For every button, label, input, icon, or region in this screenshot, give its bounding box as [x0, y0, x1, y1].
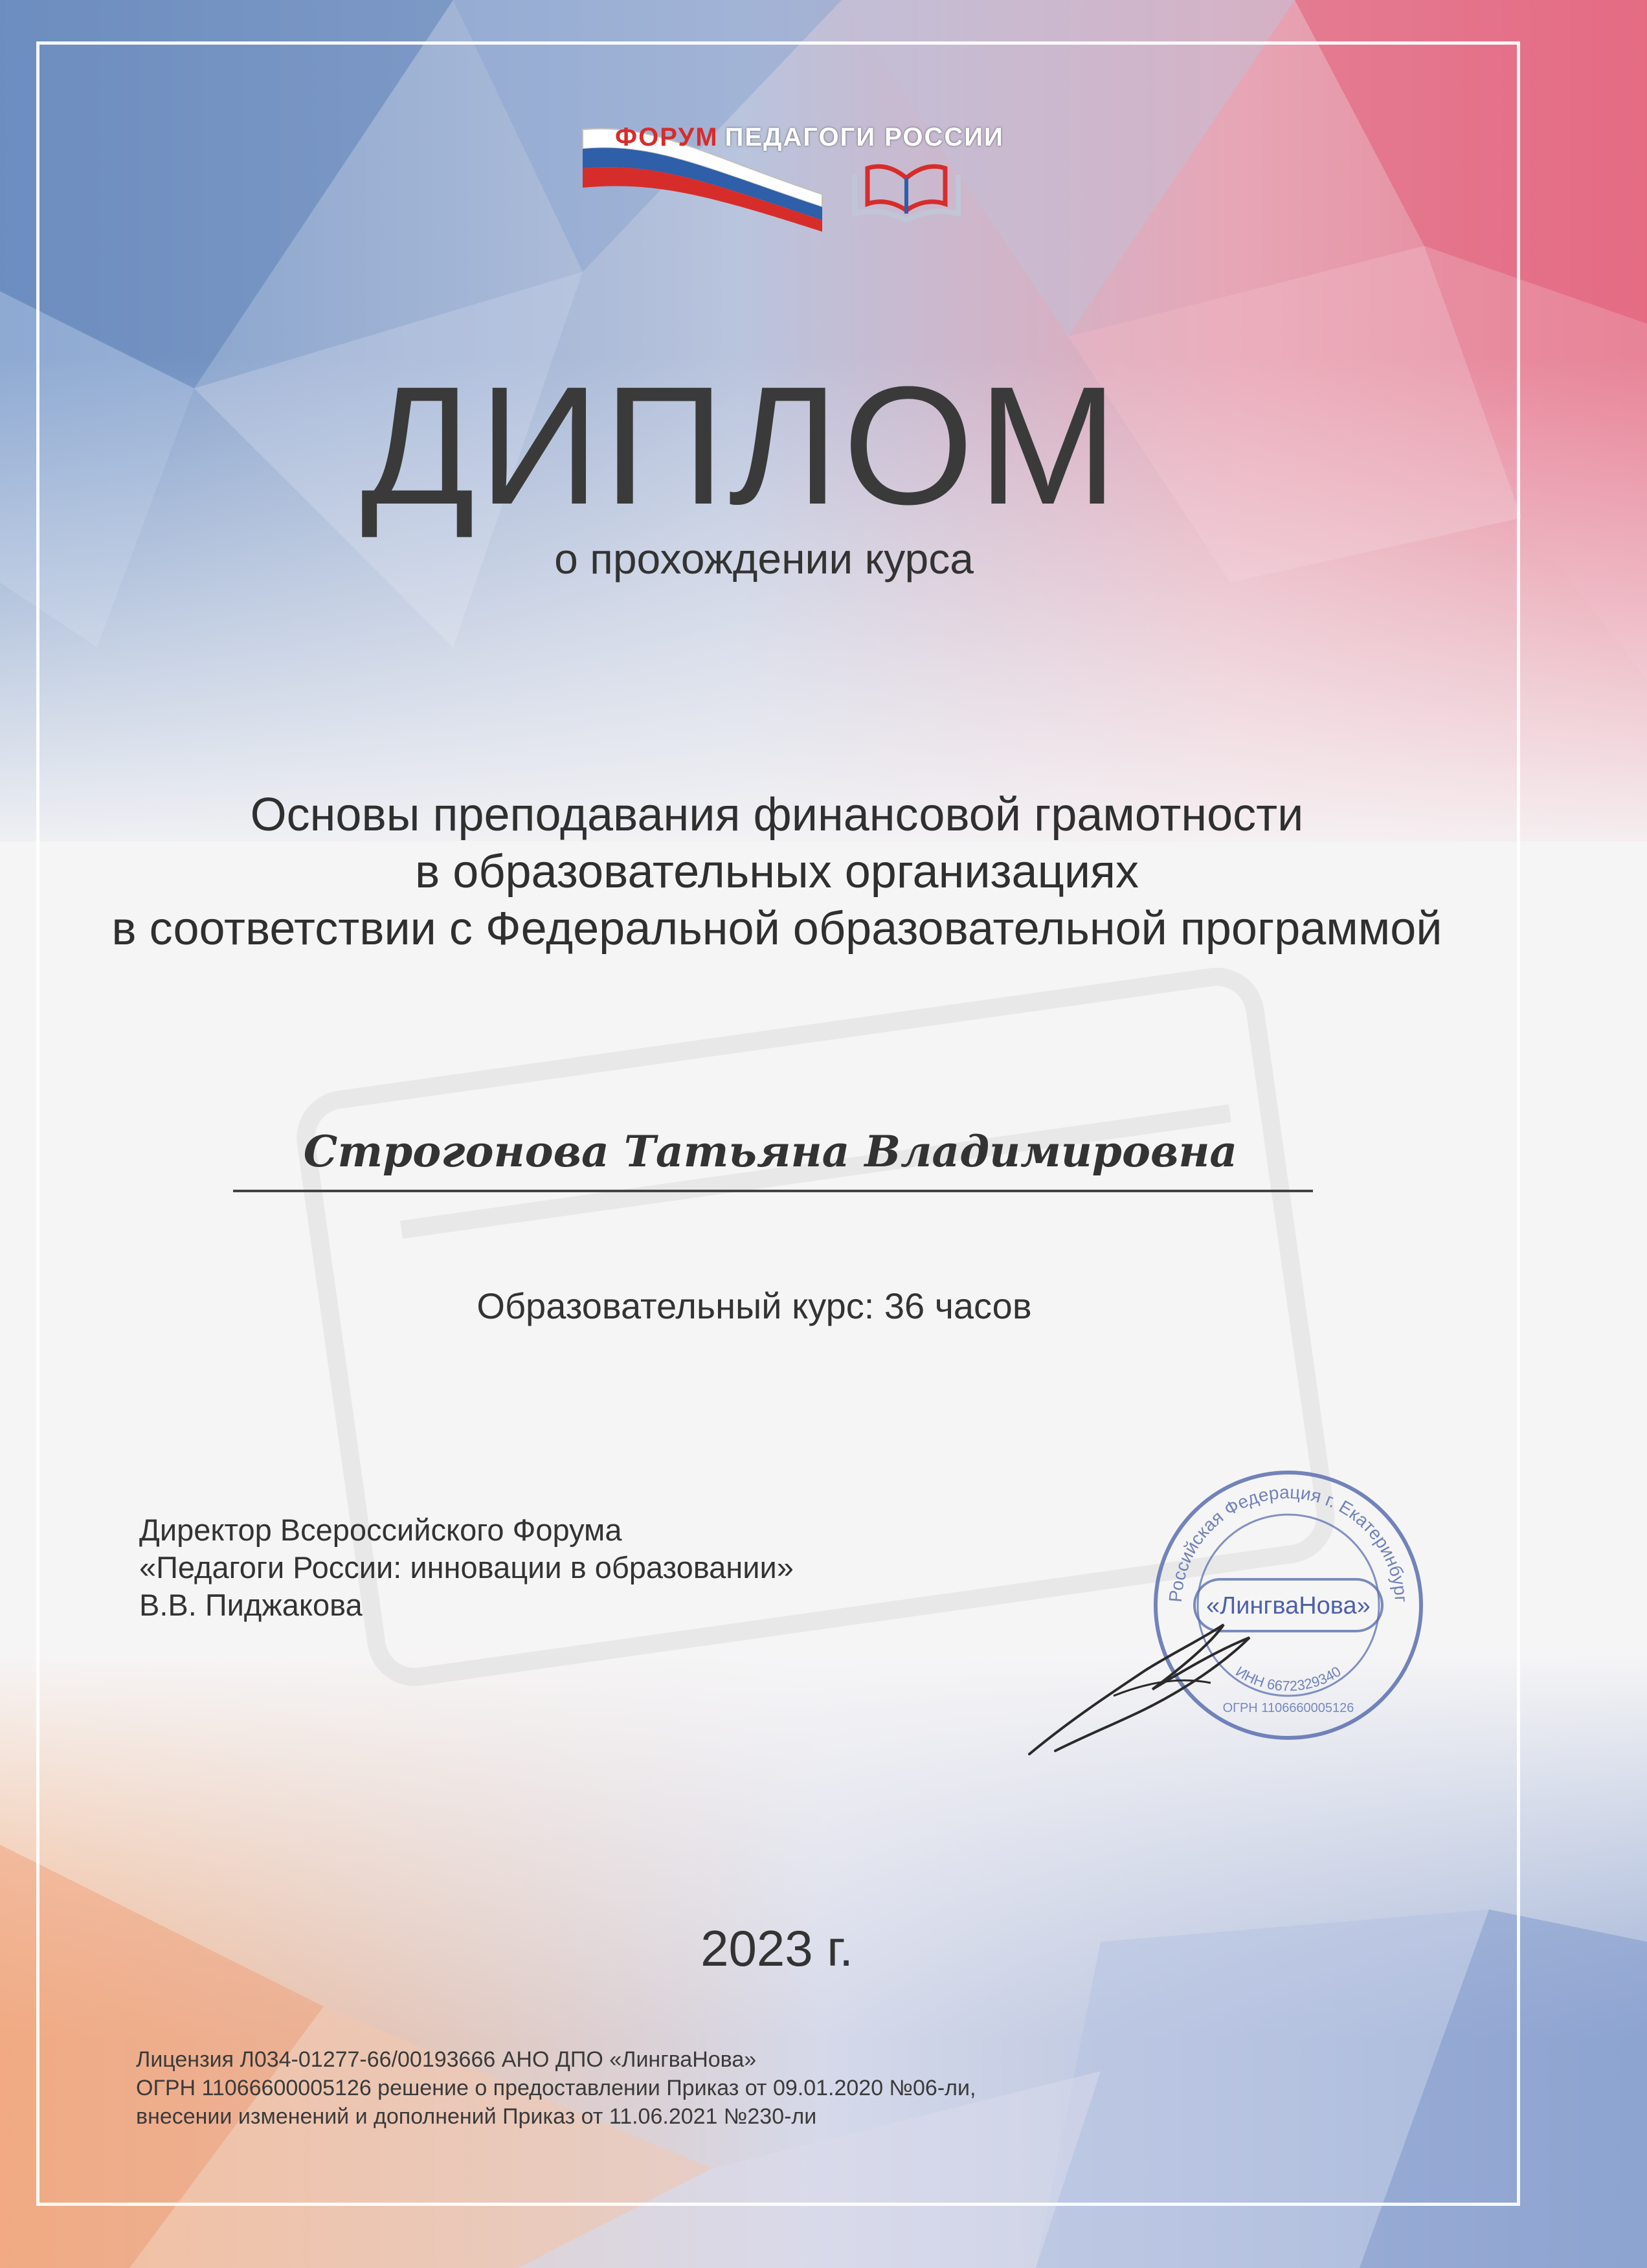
- open-book-icon: [842, 149, 971, 239]
- logo-title: [615, 123, 1004, 152]
- logo-forum-word: ФОРУМ: [615, 123, 719, 151]
- director-line: «Педагоги России: инновации в образовании»: [139, 1550, 794, 1584]
- diploma-title: ДИПЛОМ: [361, 352, 1122, 540]
- course-hours: Образовательный курс: 36 часов: [476, 1285, 1032, 1326]
- diploma-subtitle: о прохождении курса: [554, 535, 974, 583]
- stamp-center-text: «ЛингваНова»: [1206, 1592, 1371, 1619]
- forum-logo: [576, 117, 1004, 246]
- stamp-ogrn-text: ОГРН 1106660005126: [1222, 1701, 1354, 1715]
- stamp-inn-text: ИНН 6672329340: [1233, 1663, 1344, 1695]
- logo-name: ПЕДАГОГИ РОССИИ: [724, 123, 1004, 151]
- svg-text:Российская Федерация г. Екатер: [1165, 1482, 1411, 1603]
- stamp-ring-text: Российская Федерация г. Екатеринбург: [1165, 1482, 1411, 1603]
- director-name: В.В. Пиджакова: [139, 1588, 363, 1622]
- license-line: ОГРН 11066600005126 решение о предоставлении Приказ от 09.01.2020 №06-ли,: [136, 2076, 976, 2100]
- recipient-name: Строгонова Татьяна Владимировна: [303, 1126, 1238, 1177]
- license-line: Лицензия Л034-01277-66/00193666 АНО ДПО «ЛингваНова»: [136, 2047, 757, 2072]
- license-line: внесении изменений и дополнений Приказ от 11.06.2021 №230-ли: [136, 2104, 817, 2129]
- director-signature: [1016, 1599, 1275, 1767]
- issue-year: 2023 г.: [700, 1920, 853, 1977]
- course-title-line: в соответствии с Федеральной образовательной программой: [111, 903, 1442, 955]
- course-title-line: Основы преподавания финансовой грамотности: [250, 789, 1304, 841]
- director-block: [139, 1511, 794, 1624]
- director-line: Директор Всероссийского Форума: [139, 1513, 622, 1547]
- license-info: [136, 2045, 976, 2131]
- course-title: [0, 786, 1554, 957]
- name-underline: [233, 1190, 1313, 1192]
- course-title-line: в образовательных организациях: [414, 846, 1139, 898]
